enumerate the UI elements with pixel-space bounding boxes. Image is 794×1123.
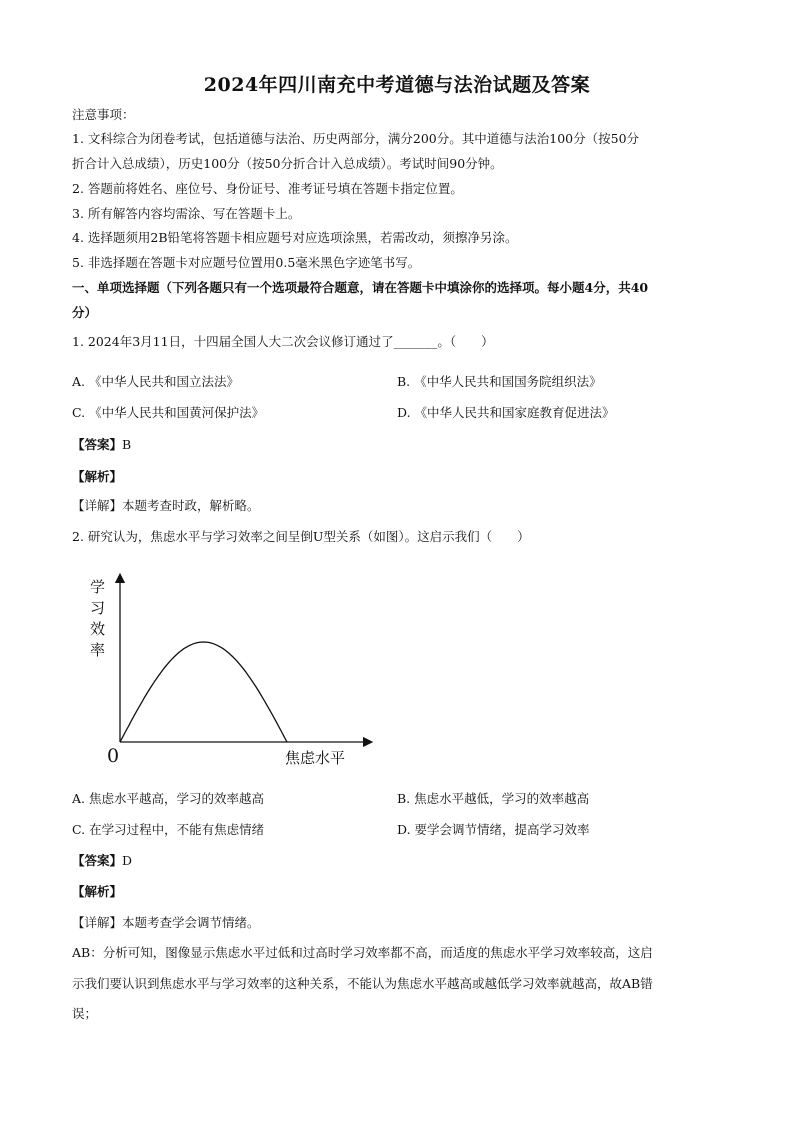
q2-explanation-line: AB：分析可知，图像显示焦虑水平过低和过高时学习效率都不高，而适度的焦虑水平学习效率较高，这启 <box>72 945 653 960</box>
section-heading-cont: 分） <box>72 305 98 320</box>
notice-heading: 注意事项： <box>72 107 135 122</box>
q1-analysis-label: 【解析】 <box>72 469 123 484</box>
notice-item: 5. 非选择题在答题卡对应题号位置用0.5毫米黑色字迹笔书写。 <box>72 255 421 270</box>
y-axis-label-char: 效 <box>90 620 106 638</box>
answer-value: B <box>122 437 132 452</box>
q1-option-a: A. 《中华人民共和国立法法》 <box>72 374 239 389</box>
question-1-stem: 1. 2024年3月11日，十四届全国人大二次会议修订通过了_______。（ ） <box>72 334 494 349</box>
y-axis-label-char: 率 <box>90 641 106 659</box>
question-2-stem: 2. 研究认为，焦虑水平与学习效率之间呈倒U型关系（如图）。这启示我们（ ） <box>72 529 530 544</box>
y-axis-label-char: 习 <box>90 599 106 617</box>
answer-value: D <box>122 853 133 868</box>
q1-detail: 【详解】本题考查时政，解析略。 <box>72 498 260 513</box>
q2-detail: 【详解】本题考查学会调节情绪。 <box>72 915 260 930</box>
q2-explanation-line: 误； <box>72 1006 98 1021</box>
q2-explanation-line: 示我们要认识到焦虑水平与学习效率的这种关系，不能认为焦虑水平越高或越低学习效率就越高，故AB错 <box>72 976 653 991</box>
y-axis-label-char: 学 <box>90 578 106 596</box>
notice-item: 4. 选择题须用2B铅笔将答题卡相应题号对应选项涂黑，若需改动，须擦净另涂。 <box>72 230 518 245</box>
section-heading: 一、单项选择题（下列各题只有一个选项最符合题意，请在答题卡中填涂你的选择项。每小题4分，共40 <box>72 280 649 295</box>
answer-label: 【答案】 <box>72 437 123 452</box>
notice-item: 2. 答题前将姓名、座位号、身份证号、准考证号填在答题卡指定位置。 <box>72 181 463 196</box>
q1-option-b: B. 《中华人民共和国国务院组织法》 <box>397 374 602 389</box>
x-axis-label: 焦虑水平 <box>285 749 346 767</box>
anxiety-efficiency-chart <box>80 572 380 772</box>
q2-option-c: C. 在学习过程中，不能有焦虑情绪 <box>72 822 265 837</box>
notice-item: 1. 文科综合为闭卷考试，包括道德与法治、历史两部分，满分200分。其中道德与法治100分（按50分 <box>72 131 640 146</box>
notice-item: 折合计入总成绩），历史100分（按50分折合计入总成绩）。考试时间90分钟。 <box>72 156 503 171</box>
q2-analysis-label: 【解析】 <box>72 884 123 899</box>
q1-answer <box>72 435 131 453</box>
q2-option-d: D. 要学会调节情绪，提高学习效率 <box>397 822 590 837</box>
q2-answer <box>72 851 132 869</box>
q2-option-b: B. 焦虑水平越低，学习的效率越高 <box>397 791 590 806</box>
q2-option-a: A. 焦虑水平越高，学习的效率越高 <box>72 791 264 806</box>
y-axis-label <box>90 578 105 659</box>
page-title: 2024年四川南充中考道德与法治试题及答案 <box>203 74 591 96</box>
q1-option-d: D. 《中华人民共和国家庭教育促进法》 <box>397 405 615 420</box>
origin-label: 0 <box>107 745 120 767</box>
q1-option-c: C. 《中华人民共和国黄河保护法》 <box>72 405 265 420</box>
answer-label: 【答案】 <box>72 853 123 868</box>
inverted-u-curve <box>120 642 287 742</box>
notice-item: 3. 所有解答内容均需涂、写在答题卡上。 <box>72 206 301 221</box>
